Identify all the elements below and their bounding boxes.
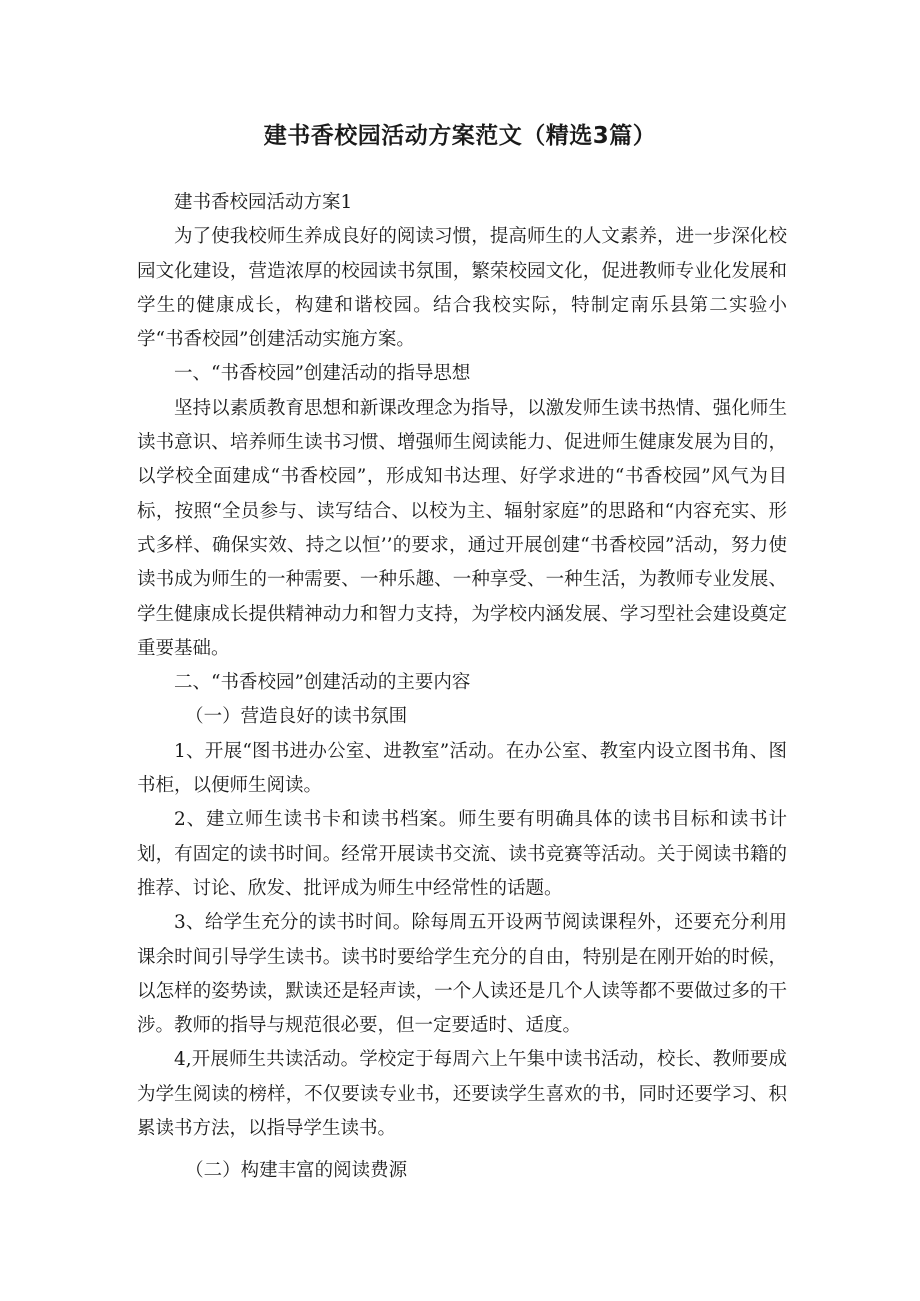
list-item-paragraph: 1、开展“图书进办公室、进教室”活动。在办公室、教室内设立图书角、图书柜，以便师生阅读。	[137, 740, 787, 797]
list-item-paragraph: 3、给学生充分的读书时间。除每周五开设两节阅读课程外，还要充分利用课余时间引导学生读书。读书时要给学生充分的自由，特别是在刚开始的时候，以怎样的姿势读，默读还是轻声读，一个人读还是几个人读等都不要做过多的干涉。教师的指导与规范很必要，但一定要适时、适度。	[137, 912, 787, 1037]
list-item-paragraph: 4,开展师生共读活动。学校定于每周六上午集中读书活动，校长、教师要成为学生阅读的榜样，不仅要读专业书，还要读学生喜欢的书，同时还要学习、积累读书方法，以指导学生读书。	[137, 1049, 787, 1140]
section-heading: 一、“书香校园”创建活动的指导思想	[174, 363, 471, 385]
document-body	[137, 186, 787, 1189]
body-paragraph: 坚持以素质教育思想和新课改理念为指导，以激发师生读书热情、强化师生读书意识、培养师生读书习惯、增强师生阅读能力、促进师生健康发展为目的，以学校全面建成“书香校园”，形成知书达理、好学求进的“书香校园”风气为目标，按照“全员参与、读写结合、以校为主、辐射家庭”的思路和“内容充实、形式多样、确保实效、持之以恒’’的要求，通过开展创建“书香校园”活动，努力使读书成为师生的一种需要、一种乐趣、一种享受、一种生活，为教师专业发展、学生健康成长提供精神动力和智力支持，为学校内涵发展、学习型社会建设奠定重要基础。	[137, 397, 787, 659]
section-heading: 建书香校园活动方案1	[174, 192, 353, 213]
list-item-paragraph: 2、建立师生读书卡和读书档案。师生要有明确具体的读书目标和读书计划，有固定的读书时间。经常开展读书交流、读书竞赛等活动。关于阅读书籍的推荐、讨论、欣发、批评成为师生中经常性的话题。	[137, 809, 787, 899]
subsection-heading: （一）营造良好的读书氛围	[185, 706, 408, 728]
section-heading: 二、“书香校园”创建活动的主要内容	[174, 672, 471, 694]
body-paragraph: 为了使我校师生养成良好的阅读习惯，提高师生的人文素养，进一步深化校园文化建设，营造浓厚的校园读书氛围，繁荣校园文化，促进教师专业化发展和学生的健康成长，构建和谐校园。结合我校实际，特制定南乐县第二实验小学“书香校园”创建活动实施方案。	[137, 226, 787, 351]
document-title: 建书香校园活动方案范文（精选3篇）	[263, 123, 657, 149]
subsection-heading: （二）构建丰富的阅读费源	[185, 1160, 408, 1182]
